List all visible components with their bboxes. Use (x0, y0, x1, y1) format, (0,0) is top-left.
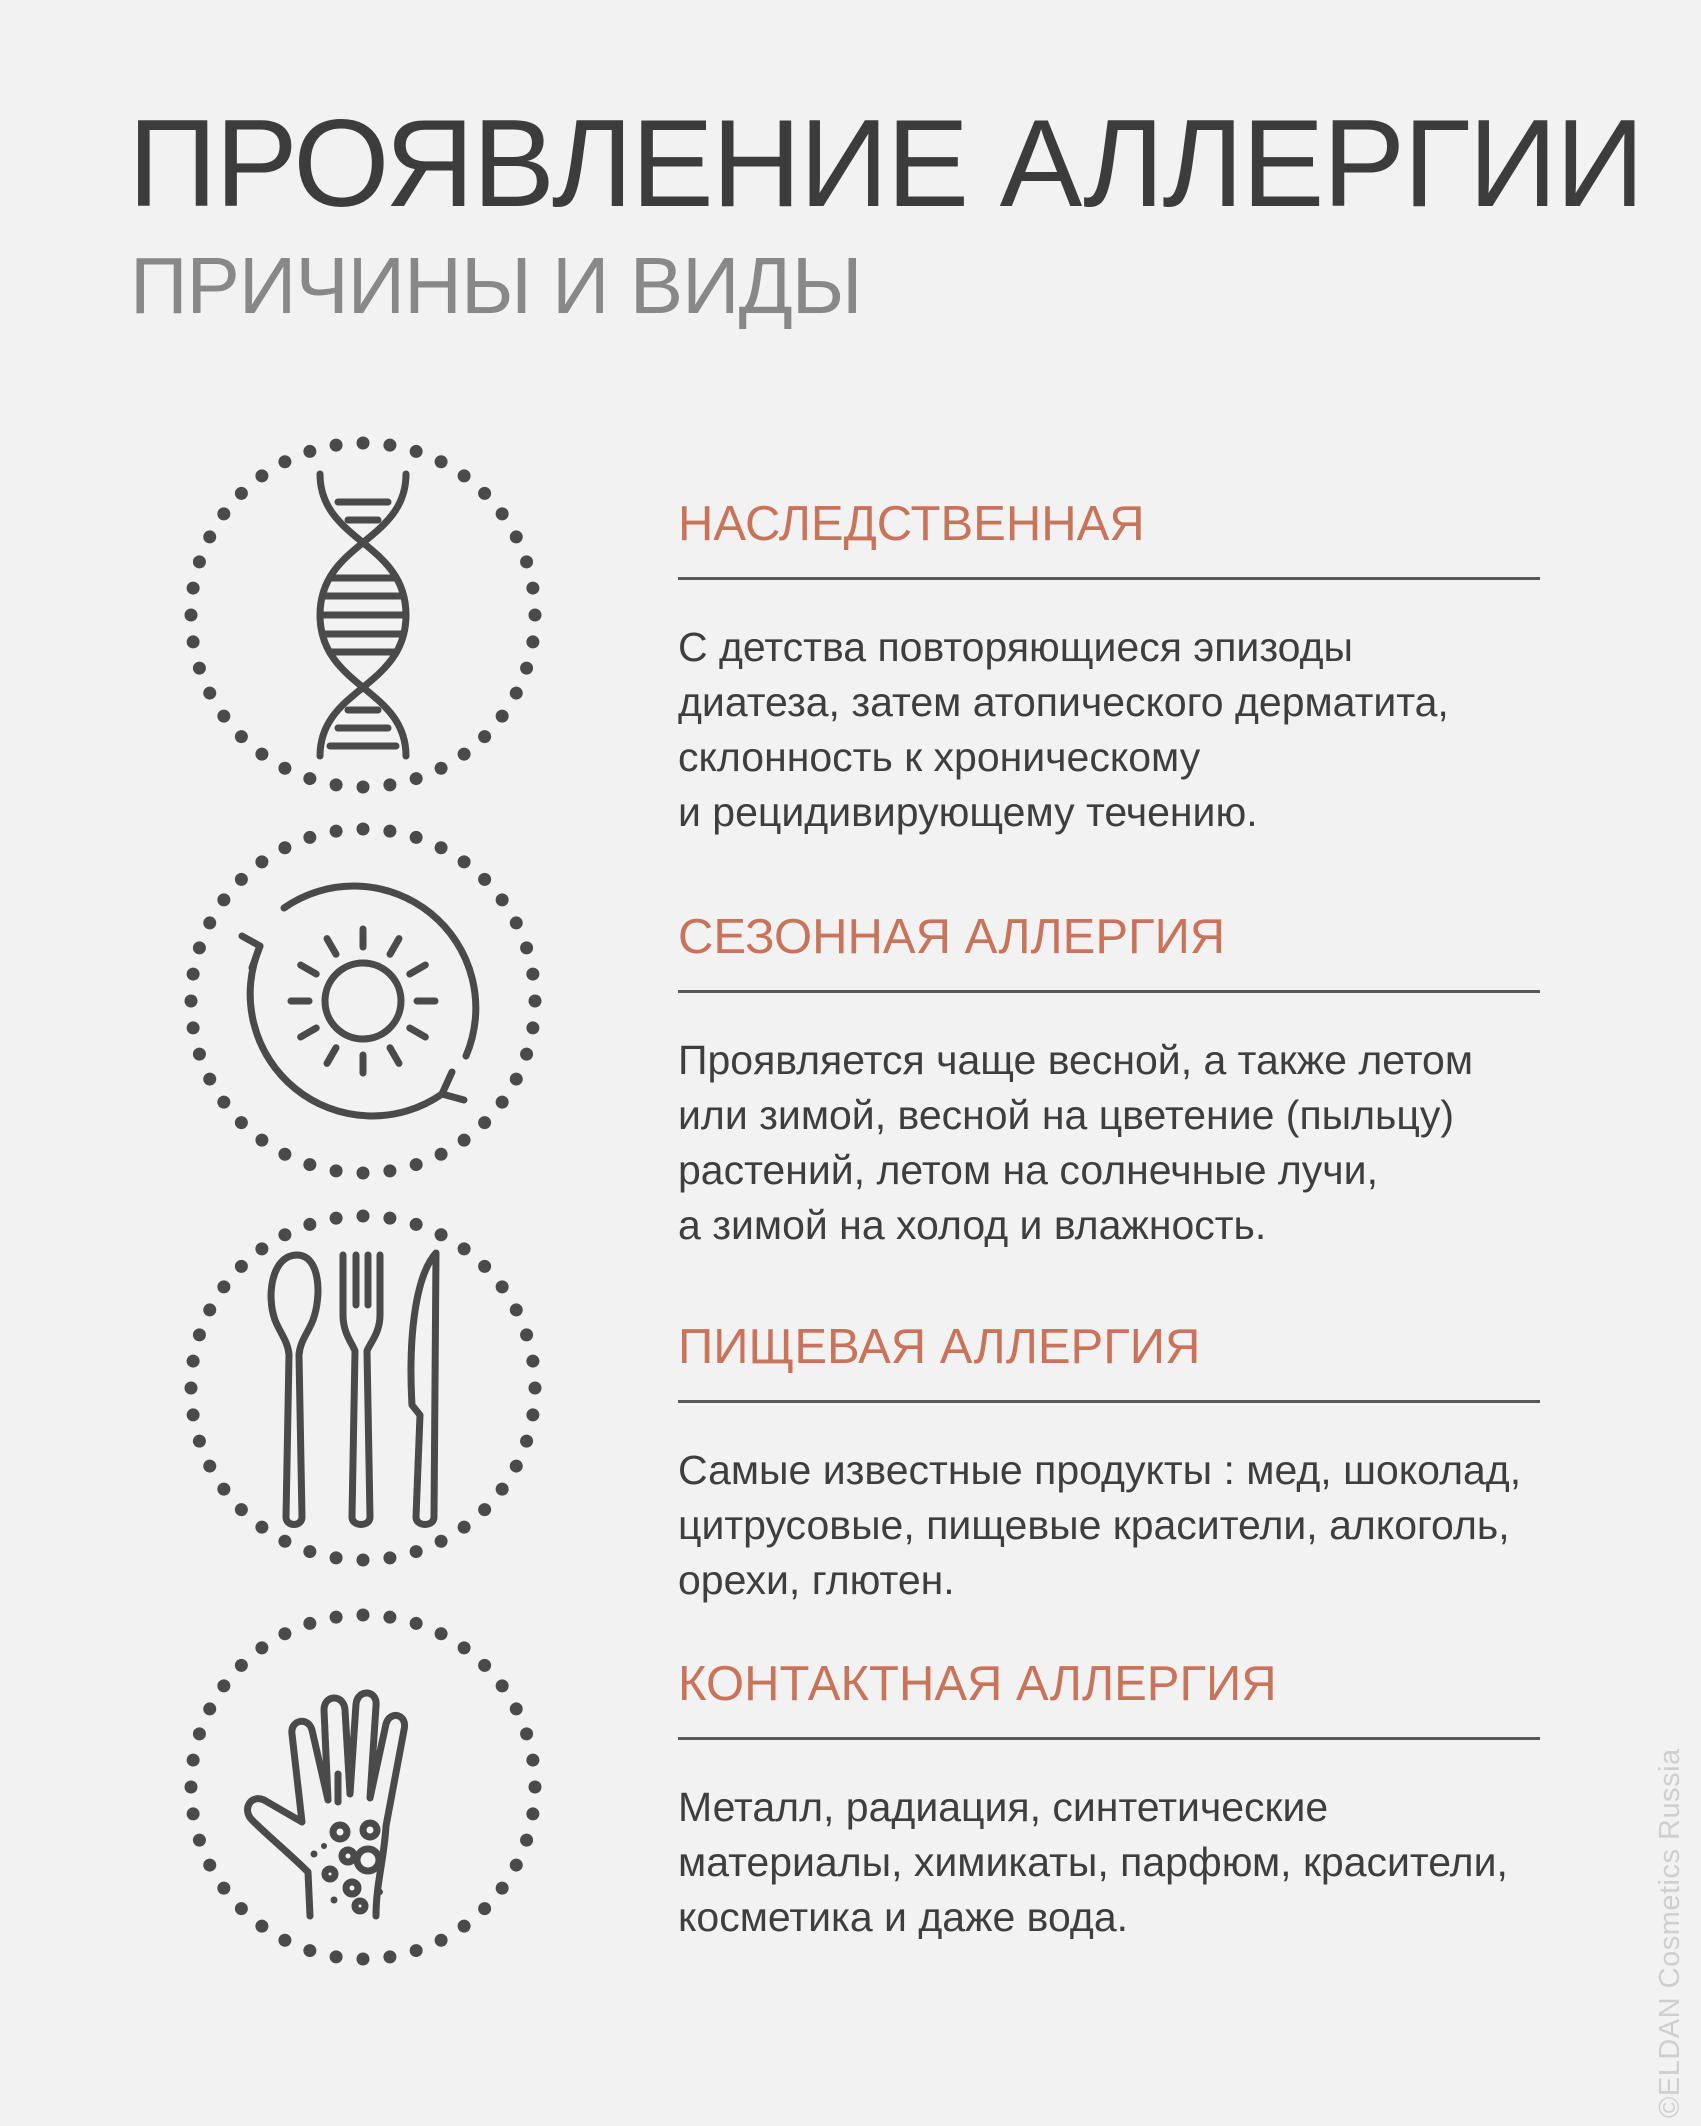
border-dot (496, 710, 509, 723)
border-dot (410, 445, 423, 458)
border-dot (217, 1096, 230, 1109)
border-dot (458, 1920, 471, 1933)
sun-ray (410, 1028, 426, 1037)
border-dot (193, 555, 206, 568)
border-dot (193, 1834, 206, 1847)
border-dot (203, 1460, 216, 1473)
page-title: ПРОЯВЛЕНИЕ АЛЛЕРГИИ (128, 95, 1643, 233)
border-dot (435, 1148, 448, 1161)
description-line: Металл, радиация, синтетические (678, 1784, 1329, 1830)
description-line: материалы, химикаты, парфюм, красители, (678, 1839, 1508, 1885)
border-dot (255, 1920, 268, 1933)
border-dot (458, 1134, 471, 1147)
border-dot (357, 1609, 370, 1622)
border-dot (383, 1551, 396, 1564)
border-dot (529, 609, 542, 622)
border-dot (357, 1554, 370, 1567)
border-dot (357, 781, 370, 794)
sun-ray (410, 965, 426, 974)
border-dot (478, 873, 491, 886)
section-hereditary (678, 497, 1638, 840)
border-dot (383, 825, 396, 838)
description-line: или зимой, весной на цветение (пыльцу) (678, 1092, 1455, 1138)
border-dot (187, 1355, 200, 1368)
border-dot (193, 1727, 206, 1740)
border-dot (217, 710, 230, 723)
border-dot (255, 748, 268, 761)
border-dot (203, 530, 216, 543)
description-line: а зимой на холод и влажность. (678, 1202, 1267, 1248)
border-dot (510, 687, 523, 700)
description-line: Самые известные продукты : мед, шоколад, (678, 1447, 1522, 1493)
border-dot (235, 487, 248, 500)
border-dot (187, 635, 200, 648)
copyright-watermark: ©ELDAN Cosmetics Russia (1654, 1748, 1686, 2118)
border-dot (278, 1627, 291, 1640)
border-dot (235, 1260, 248, 1273)
border-dot (303, 1218, 316, 1231)
section-food (678, 1320, 1638, 1608)
border-dot (410, 1617, 423, 1630)
border-dot (510, 1073, 523, 1086)
border-dot (187, 582, 200, 595)
border-dot (435, 762, 448, 775)
section-seasonal (678, 910, 1638, 1253)
border-dot (529, 1382, 542, 1395)
border-dot (278, 1148, 291, 1161)
border-dot (203, 1702, 216, 1715)
border-dot (520, 941, 533, 954)
description-line: цитрусовые, пищевые красители, алкоголь, (678, 1502, 1510, 1548)
description-line: косметика и даже вода. (678, 1894, 1129, 1940)
section-heading: НАСЛЕДСТВЕННАЯ (678, 500, 1540, 580)
border-dot (410, 1158, 423, 1171)
border-dot (193, 1048, 206, 1061)
sun-ray (327, 939, 336, 955)
border-dot (255, 1641, 268, 1654)
border-dot (203, 1303, 216, 1316)
border-dot (330, 1950, 343, 1963)
border-dot (520, 1328, 533, 1341)
border-dot (330, 439, 343, 452)
border-dot (496, 893, 509, 906)
border-dot (255, 1242, 268, 1255)
border-dot (330, 825, 343, 838)
border-dot (383, 1611, 396, 1624)
border-dot (217, 1483, 230, 1496)
description-line: С детства повторяющиеся эпизоды (678, 624, 1353, 670)
border-dot (520, 1048, 533, 1061)
border-dot (330, 778, 343, 791)
border-dot (520, 555, 533, 568)
border-dot (185, 1781, 198, 1794)
border-dot (496, 507, 509, 520)
dna-icon-circle (180, 432, 546, 798)
border-dot (458, 855, 471, 868)
sun-ray (327, 1048, 336, 1064)
border-dot (330, 1551, 343, 1564)
border-dot (330, 1212, 343, 1225)
section-heading: СЕЗОННАЯ АЛЛЕРГИЯ (678, 913, 1540, 993)
border-dot (496, 1483, 509, 1496)
border-dot (303, 1617, 316, 1630)
border-dot (510, 1702, 523, 1715)
border-dot (217, 1679, 230, 1692)
border-dot (526, 968, 539, 981)
section-contact (678, 1657, 1638, 1945)
border-dot (217, 507, 230, 520)
border-dot (330, 1611, 343, 1624)
border-dot (520, 1834, 533, 1847)
border-dot (478, 1503, 491, 1516)
border-dot (193, 941, 206, 954)
border-dot (520, 662, 533, 675)
border-dot (410, 1218, 423, 1231)
border-dot (458, 1521, 471, 1534)
border-dot (526, 582, 539, 595)
border-dot (203, 916, 216, 929)
border-dot (435, 1228, 448, 1241)
border-dot (303, 1545, 316, 1558)
border-dot (303, 445, 316, 458)
page-subtitle: ПРИЧИНЫ И ВИДЫ (130, 241, 862, 330)
border-dot (278, 455, 291, 468)
section-description (678, 1443, 1638, 1608)
cutlery-icon (180, 1205, 546, 1571)
section-heading: ПИЩЕВАЯ АЛЛЕРГИЯ (678, 1323, 1540, 1403)
border-dot (203, 1859, 216, 1872)
border-dot (255, 469, 268, 482)
border-dot (203, 687, 216, 700)
border-dot (510, 530, 523, 543)
border-dot (383, 1950, 396, 1963)
border-dot (510, 1303, 523, 1316)
border-dot (496, 1679, 509, 1692)
description-line: растений, летом на солнечные лучи, (678, 1147, 1378, 1193)
border-dot (496, 1280, 509, 1293)
border-dot (410, 1545, 423, 1558)
border-dot (187, 1021, 200, 1034)
border-dot (435, 1934, 448, 1947)
border-dot (255, 1134, 268, 1147)
border-dot (235, 730, 248, 743)
sun-ray (390, 1048, 399, 1064)
border-dot (357, 1210, 370, 1223)
border-dot (278, 1934, 291, 1947)
border-dot (520, 1727, 533, 1740)
sun-ray (390, 939, 399, 955)
section-description (678, 1780, 1638, 1945)
border-dot (520, 1435, 533, 1448)
border-dot (496, 1882, 509, 1895)
sun-ray (301, 965, 317, 974)
border-dot (410, 831, 423, 844)
section-description (678, 620, 1638, 840)
border-dot (255, 855, 268, 868)
border-dot (478, 1260, 491, 1273)
border-dot (217, 1882, 230, 1895)
description-line: Проявляется чаще весной, а также летом (678, 1037, 1474, 1083)
border-dot (278, 762, 291, 775)
description-line: диатеза, затем атопического дерматита, (678, 679, 1449, 725)
border-dot (529, 1781, 542, 1794)
border-dot (357, 823, 370, 836)
border-dot (357, 437, 370, 450)
border-dot (303, 1158, 316, 1171)
border-dot (235, 873, 248, 886)
border-dot (217, 893, 230, 906)
border-dot (496, 1096, 509, 1109)
section-heading: КОНТАКТНАЯ АЛЛЕРГИЯ (678, 1660, 1540, 1740)
border-dot (383, 778, 396, 791)
border-dot (458, 469, 471, 482)
description-line: склонность к хроническому (678, 734, 1201, 780)
border-dot (478, 1116, 491, 1129)
border-dot (383, 1212, 396, 1225)
border-dot (458, 1641, 471, 1654)
border-dot (235, 1902, 248, 1915)
border-dot (478, 1659, 491, 1672)
border-dot (187, 1807, 200, 1820)
border-dot (435, 1535, 448, 1548)
description-line: и рецидивирующему течению. (678, 789, 1258, 835)
border-dot (255, 1521, 268, 1534)
border-dot (529, 995, 542, 1008)
border-dot (435, 841, 448, 854)
border-dot (458, 1242, 471, 1255)
border-dot (526, 1355, 539, 1368)
border-dot (526, 1807, 539, 1820)
hand-rash-icon (180, 1604, 546, 1970)
border-dot (185, 609, 198, 622)
border-dot (458, 748, 471, 761)
border-dot (187, 1754, 200, 1767)
border-dot (383, 1164, 396, 1177)
border-dot (330, 1164, 343, 1177)
border-dot (303, 1944, 316, 1957)
sun-ray (301, 1028, 317, 1037)
border-dot (235, 1503, 248, 1516)
border-dot (478, 730, 491, 743)
border-dot (526, 1754, 539, 1767)
border-dot (526, 635, 539, 648)
border-dot (435, 1627, 448, 1640)
border-dot (193, 1435, 206, 1448)
border-dot (303, 772, 316, 785)
border-dot (193, 662, 206, 675)
border-dot (526, 1021, 539, 1034)
border-dot (278, 1535, 291, 1548)
border-dot (383, 439, 396, 452)
border-dot (410, 1944, 423, 1957)
border-dot (185, 1382, 198, 1395)
border-dot (526, 1408, 539, 1421)
border-dot (185, 995, 198, 1008)
border-dot (193, 1328, 206, 1341)
border-dot (410, 772, 423, 785)
hand-rash-icon-circle (180, 1604, 546, 1970)
dna-icon (180, 432, 546, 798)
border-dot (510, 1859, 523, 1872)
description-line: орехи, глютен. (678, 1557, 955, 1603)
border-dot (510, 916, 523, 929)
cutlery-icon-circle (180, 1205, 546, 1571)
border-dot (235, 1659, 248, 1672)
border-dot (435, 455, 448, 468)
border-dot (510, 1460, 523, 1473)
section-description (678, 1033, 1638, 1253)
border-dot (203, 1073, 216, 1086)
sun-cycle-icon-circle (180, 818, 546, 1184)
border-dot (303, 831, 316, 844)
border-dot (357, 1953, 370, 1966)
border-dot (478, 487, 491, 500)
border-dot (217, 1280, 230, 1293)
border-dot (278, 1228, 291, 1241)
border-dot (357, 1167, 370, 1180)
sun-cycle-icon (180, 818, 546, 1184)
border-dot (235, 1116, 248, 1129)
border-dot (187, 1408, 200, 1421)
border-dot (187, 968, 200, 981)
border-dot (278, 841, 291, 854)
border-dot (478, 1902, 491, 1915)
